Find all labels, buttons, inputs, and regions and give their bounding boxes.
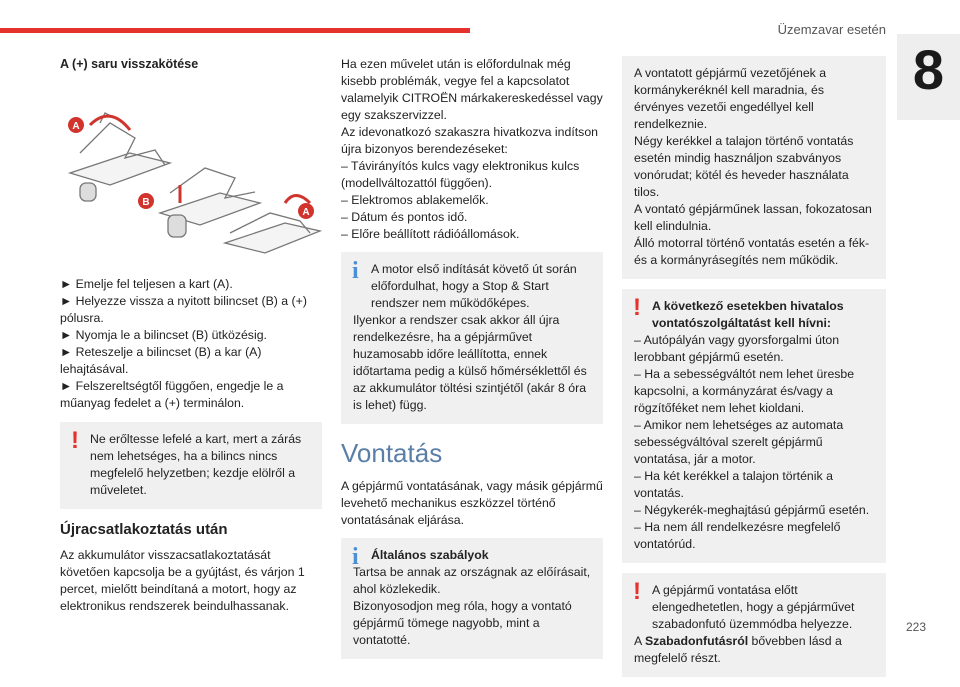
- info-icon: i: [352, 544, 359, 570]
- warning-box-lever: [60, 422, 322, 509]
- step-3: ► Nyomja le a bilincset (B) ütközésig.: [60, 328, 267, 342]
- warning-icon: !: [633, 294, 641, 321]
- restart-intro: Az idevonatkozó szakaszra hivatkozva indítson újra bizonyos berendezéseket:: [341, 125, 599, 156]
- restart-item-1: – Távirányítós kulcs vagy elektronikus kulcs (modellváltozattól függően).: [341, 159, 580, 190]
- header-accent-bar: [0, 28, 470, 33]
- official-towing-box: [622, 289, 886, 563]
- battery-clamp-illustration: [60, 83, 322, 263]
- warning-icon: !: [71, 427, 79, 454]
- official-towing-item-3: – Amikor nem lehetséges az automata sebességváltóval szerelt gépjármű vontatása, jár a motor.: [634, 418, 844, 466]
- step-1: ► Emelje fel teljesen a kart (A).: [60, 277, 233, 291]
- official-towing-item-1: – Autópályán vagy gyorsforgalmi úton lerobbant gépjármű esetén.: [634, 333, 840, 364]
- figure-label-a-2: A: [302, 207, 310, 218]
- towing-rule-2: Négy kerékkel a talajon történő vontatás esetén mindig használjon szabványos vonórudat; kötél és heveder használata tilos.: [634, 134, 854, 199]
- info-icon: i: [352, 258, 359, 284]
- official-towing-item-4: – Ha két kerékkel a talajon történik a vontatás.: [634, 469, 833, 500]
- running-header: Üzemzavar esetén: [777, 22, 886, 37]
- towing-intro: A gépjármű vontatásának, vagy másik gépjármű levehető mechanikus eszközzel történő vontatásának eljárása.: [341, 479, 603, 527]
- info-text-2: Ilyenkor a rendszer csak akkor áll újra rendelkezésre, ha a gépjárművet huzamosabb időre leállította, ennek időtartama pedig a külső hőmérséklettől és az akkumulátor töltési szintjétől (akár 8 óra is lehet) függ.: [353, 313, 587, 412]
- warning-text: Ne erőltesse lefelé a kart, mert a zárás nem lehetséges, ha a bilincs nincs megfelelő helyzetben; kezdje elölről a műveletet.: [90, 432, 302, 497]
- figure-label-a-1: A: [72, 121, 80, 132]
- towing-rules-box: [622, 56, 886, 279]
- column-3: [622, 56, 886, 687]
- chapter-number: 8: [897, 34, 960, 120]
- problems-text: Ha ezen művelet után is előfordulnak még kisebb problémák, vegye fel a kapcsolatot valamelyik CITROËN márkakereskedéssel vagy egy szakszervizzel.: [341, 57, 603, 122]
- official-towing-item-6: – Ha nem áll rendelkezésre megfelelő vontatórúd.: [634, 520, 841, 551]
- freewheel-bold-term: Szabadonfutásról: [644, 634, 749, 648]
- page-number: 223: [905, 620, 926, 634]
- general-rule-1: Tartsa be annak az országnak az előírásait, ahol közlekedik.: [353, 565, 591, 596]
- towing-rule-4: Álló motorral történő vontatás esetén a fék- és a kormányrásegítés nem működik.: [634, 236, 870, 267]
- after-reconnect-heading: Újracsatlakoztatás után: [60, 521, 228, 538]
- step-5: ► Felszereltségtől függően, engedje le a műanyag fedelet a (+) terminálon.: [60, 379, 284, 410]
- restart-item-4: – Előre beállított rádióállomások.: [341, 227, 520, 241]
- restart-item-3: – Dátum és pontos idő.: [341, 210, 468, 224]
- stop-start-info-box: [341, 252, 603, 424]
- towing-section-title: Vontatás: [341, 438, 443, 468]
- official-towing-title: A következő esetekben hivatalos vontatószolgáltatást kell hívni:: [652, 299, 844, 330]
- official-towing-item-2: – Ha a sebességváltót nem lehet üresbe kapcsolni, a kormányzárat és/vagy a rögzítőféket nem lehet kioldani.: [634, 367, 855, 415]
- figure-label-b: B: [142, 197, 150, 208]
- official-towing-item-5: – Négykerék-meghajtású gépjármű esetén.: [634, 503, 870, 517]
- towing-rule-1: A vontatott gépjármű vezetőjének a kormánykeréknél kell maradnia, és érvényes vezetői engedéllyel kell rendelkeznie.: [634, 66, 827, 131]
- step-4: ► Reteszelje a bilincset (B) a kar (A) lehajtásával.: [60, 345, 262, 376]
- freewheel-text: A gépjármű vontatása előtt elengedhetetlen, hogy a gépjárművet szabadonfutó üzemmódba helyezze.: [652, 583, 855, 631]
- general-rule-2: Bizonyosodjon meg róla, hogy a vontató gépjármű tömege nagyobb, mint a vontatotté.: [353, 599, 572, 647]
- column-2: [341, 56, 603, 669]
- battery-reconnect-heading: A (+) saru visszakötése: [60, 57, 199, 71]
- towing-rule-3: A vontató gépjárműnek lassan, fokozatosan kell elindulnia.: [634, 202, 872, 233]
- general-rules-title: Általános szabályok: [371, 548, 489, 562]
- freewheel-warning-box: [622, 573, 886, 677]
- warning-icon: !: [633, 578, 641, 605]
- freewheel-reference: A Szabadonfutásról bővebben lásd a megfelelő részt.: [634, 634, 842, 665]
- step-2: ► Helyezze vissza a nyitott bilincset (B) a (+) pólusra.: [60, 294, 307, 325]
- column-1: [60, 56, 322, 615]
- after-reconnect-text: Az akkumulátor visszacsatlakoztatását követően kapcsolja be a gyújtást, és várjon 1 percet, mielőtt beindítaná a motort, hogy az elektronikus rendszerek beindulhassanak.: [60, 548, 305, 613]
- info-text-1: A motor első indítását követő út során előfordulhat, hogy a Stop & Start rendszer nem működőképes.: [371, 262, 577, 310]
- general-rules-box: [341, 538, 603, 659]
- restart-item-2: – Elektromos ablakemelők.: [341, 193, 489, 207]
